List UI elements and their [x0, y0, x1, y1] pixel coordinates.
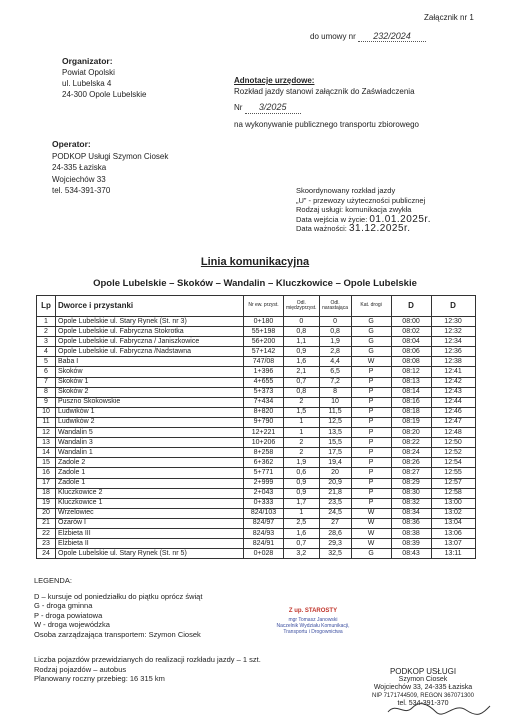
cell-cum: 32,5 [319, 549, 351, 559]
table-row [37, 448, 476, 458]
cell-d1: 08:29 [391, 478, 431, 488]
stamp-line: Naczelnik Wydziału Komunikacji, [276, 623, 350, 629]
cell-nr: 56+200 [244, 337, 284, 347]
table-row [37, 407, 476, 417]
cell-d2: 13:11 [431, 549, 475, 559]
cell-dist: 0,8 [284, 327, 320, 337]
cell-stop: Zadole 1 [56, 478, 244, 488]
legend-item: D – kursuje od poniedziałku do piątku oprócz świąt [34, 591, 203, 601]
annotation-nr [234, 102, 419, 114]
table-row [37, 428, 476, 438]
cell-stop: Elżbieta III [56, 528, 244, 538]
cell-lp: 13 [37, 438, 56, 448]
cell-stop: Puszno Skokowskie [56, 397, 244, 407]
cell-d2: 12:54 [431, 458, 475, 468]
timetable [36, 295, 476, 559]
table-row [37, 357, 476, 367]
cell-cum: 20,9 [319, 478, 351, 488]
cell-road: G [351, 327, 391, 337]
footer-line: Liczba pojazdów przewidzianych do realizacji rozkładu jazdy – 1 szt. [34, 655, 261, 664]
cell-d2: 12:57 [431, 478, 475, 488]
operator-block [52, 139, 168, 197]
table-row [37, 478, 476, 488]
table-row [37, 539, 476, 549]
cell-stop: Kluczkowice 1 [56, 498, 244, 508]
cell-road: P [351, 407, 391, 417]
cell-stop: Wrzelowiec [56, 508, 244, 518]
cell-road: W [351, 357, 391, 367]
cell-d1: 08:27 [391, 468, 431, 478]
cell-cum: 0 [319, 317, 351, 327]
cell-cum: 13,5 [319, 428, 351, 438]
signature-icon [384, 700, 494, 718]
legend-item: Osoba zarządzająca transportem: Szymon Ciosek [34, 629, 201, 639]
cell-cum: 15,5 [319, 438, 351, 448]
cell-lp: 1 [37, 317, 56, 327]
cell-lp: 6 [37, 367, 56, 377]
route-name: Opole Lubelskie – Skoków – Wandalin – Kluczkowice – Opole Lubelskie [93, 278, 417, 289]
cell-lp: 21 [37, 518, 56, 528]
cell-d2: 13:04 [431, 518, 475, 528]
footer-line: Rodzaj pojazdów – autobus [34, 664, 127, 674]
cell-d1: 08:20 [391, 428, 431, 438]
cell-d1: 08:22 [391, 438, 431, 448]
cell-stop: Baba I [56, 357, 244, 367]
cell-cum: 19,4 [319, 458, 351, 468]
cell-nr: 5+771 [244, 468, 284, 478]
cell-d2: 12:38 [431, 357, 475, 367]
cell-dist: 0,9 [284, 478, 320, 488]
valid-to [296, 224, 431, 234]
contract-prefix: do umowy nr [310, 32, 356, 41]
header-stop: Dworce i przystanki [56, 296, 244, 317]
stamp-line: Z up. STAROSTY [288, 608, 338, 614]
stamp-line: Transportu i Drogownictwa [283, 629, 343, 635]
table-row [37, 387, 476, 397]
cell-road: P [351, 458, 391, 468]
cell-d1: 08:30 [391, 488, 431, 498]
cell-d2: 12:50 [431, 438, 475, 448]
cell-dist: 1 [284, 428, 320, 438]
document-title: Linia komunikacyjna [200, 256, 310, 268]
cell-d1: 08:00 [391, 317, 431, 327]
cell-lp: 24 [37, 549, 56, 559]
annotation-heading: Adnotacje urzędowe: [234, 76, 315, 85]
stamp-line: mgr Tomasz Janowski [288, 617, 338, 623]
cell-lp: 14 [37, 448, 56, 458]
coordination-block [296, 186, 431, 234]
cell-lp: 22 [37, 528, 56, 538]
cell-d2: 12:34 [431, 337, 475, 347]
cell-lp: 2 [37, 327, 56, 337]
organizer-heading: Organizator: [62, 56, 113, 66]
cell-dist: 2 [284, 438, 320, 448]
cell-nr: 10+206 [244, 438, 284, 448]
table-row [37, 347, 476, 357]
coord-line: Rodzaj usługi: komunikacja zwykła [296, 205, 412, 215]
cell-road: P [351, 438, 391, 448]
cell-cum: 6,5 [319, 367, 351, 377]
cell-nr: 747/08 [244, 357, 284, 367]
cell-stop: Zadole 1 [56, 468, 244, 478]
coord-line: „U” - przewozy użyteczności publicznej [296, 195, 426, 205]
table-row [37, 377, 476, 387]
cell-dist: 1,5 [284, 407, 320, 417]
cell-d1: 08:26 [391, 458, 431, 468]
cell-nr: 1+396 [244, 367, 284, 377]
cell-stop: Ożarów I [56, 518, 244, 528]
cell-road: W [351, 539, 391, 549]
cell-road: G [351, 347, 391, 357]
cell-dist: 1,6 [284, 528, 320, 538]
header-d1: D [391, 296, 431, 317]
cell-nr: 824/93 [244, 528, 284, 538]
cell-nr: 7+434 [244, 397, 284, 407]
cell-dist: 0,9 [284, 347, 320, 357]
legend-item: P - droga powiatowa [34, 610, 103, 620]
cell-d1: 08:16 [391, 397, 431, 407]
cell-road: P [351, 367, 391, 377]
cell-road: P [351, 478, 391, 488]
cell-d1: 08:38 [391, 528, 431, 538]
organizer-line: Powiat Opolski [62, 68, 115, 77]
cell-dist: 3,2 [284, 549, 320, 559]
table-row [37, 458, 476, 468]
cell-nr: 0+028 [244, 549, 284, 559]
cell-dist: 2,5 [284, 518, 320, 528]
table-header-row [37, 296, 476, 317]
stamp-line: Szymon Ciosek [398, 676, 448, 683]
cell-dist: 2 [284, 397, 320, 407]
cell-nr: 9+790 [244, 417, 284, 427]
table-row [37, 528, 476, 538]
cell-road: W [351, 528, 391, 538]
operator-heading: Operator: [52, 139, 91, 149]
table-row [37, 397, 476, 407]
cell-d1: 08:12 [391, 367, 431, 377]
cell-d2: 12:36 [431, 347, 475, 357]
cell-stop: Opole Lubelskie ul. Fabryczna /Nadstawna [56, 347, 244, 357]
cell-stop: Opole Lubelskie ul. Fabryczna Stokrotka [56, 327, 244, 337]
cell-lp: 8 [37, 387, 56, 397]
cell-nr: 2+999 [244, 478, 284, 488]
cell-d1: 08:43 [391, 549, 431, 559]
cell-dist: 0 [284, 317, 320, 327]
header-road: Kat. drogi [351, 296, 391, 317]
cell-lp: 12 [37, 428, 56, 438]
cell-lp: 5 [37, 357, 56, 367]
table-row [37, 508, 476, 518]
cell-lp: 9 [37, 397, 56, 407]
operator-line: Wojciechów 33 [52, 174, 106, 184]
cell-road: P [351, 498, 391, 508]
cell-road: W [351, 508, 391, 518]
cell-d1: 08:13 [391, 377, 431, 387]
coord-line: Skoordynowany rozkład jazdy [296, 186, 396, 195]
cell-nr: 0+180 [244, 317, 284, 327]
cell-stop: Ludwików 2 [56, 417, 244, 427]
cell-lp: 15 [37, 458, 56, 468]
cell-road: G [351, 549, 391, 559]
cell-road: P [351, 488, 391, 498]
cell-d1: 08:06 [391, 347, 431, 357]
cell-cum: 20 [319, 468, 351, 478]
table-row [37, 488, 476, 498]
legend [34, 576, 202, 640]
cell-nr: 824/103 [244, 508, 284, 518]
stamp-line: NIP 7171744509, REGON 367071300 [372, 693, 474, 699]
cell-road: P [351, 428, 391, 438]
cell-d2: 12:55 [431, 468, 475, 478]
annotation-nr-prefix: Nr [234, 103, 243, 112]
header-dist: Odl. międzyprzyst. [284, 296, 320, 317]
cell-nr: 8+820 [244, 407, 284, 417]
valid-from-date: 01.01.2025r. [369, 213, 431, 225]
cell-road: P [351, 397, 391, 407]
cell-d2: 12:42 [431, 377, 475, 387]
cell-nr: 824/97 [244, 518, 284, 528]
organizer-line: 24-300 Opole Lubelskie [62, 90, 147, 99]
cell-stop: Ludwików 1 [56, 407, 244, 417]
cell-dist: 1,6 [284, 357, 320, 367]
cell-d2: 12:41 [431, 367, 475, 377]
cell-nr: 8+258 [244, 448, 284, 458]
cell-lp: 4 [37, 347, 56, 357]
cell-d2: 13:06 [431, 528, 475, 538]
cell-dist: 0,7 [284, 539, 320, 549]
cell-d2: 12:44 [431, 397, 475, 407]
cell-cum: 21,8 [319, 488, 351, 498]
operator-line: 24-335 Łaziska [52, 163, 107, 173]
attachment-label: Załącznik nr 1 [424, 13, 474, 22]
official-stamp [264, 608, 362, 658]
cell-cum: 7,2 [319, 377, 351, 387]
cell-d2: 12:46 [431, 407, 475, 417]
cell-nr: 5+373 [244, 387, 284, 397]
table-row [37, 549, 476, 559]
operator-line: PODKOP Usługi Szymon Ciosek [52, 151, 169, 161]
table-row [37, 417, 476, 427]
header-cum: Odl. narastająca [319, 296, 351, 317]
cell-stop: Opole Lubelskie ul. Fabryczna / Janiszkowice [56, 337, 244, 347]
contract-number [310, 31, 426, 42]
cell-stop: Kluczkowice 2 [56, 488, 244, 498]
footer-notes [34, 655, 261, 684]
table-row [37, 438, 476, 448]
cell-stop: Opole Lubelskie ul. Stary Rynek (St. nr 5) [56, 549, 244, 559]
cell-stop: Wandalin 5 [56, 428, 244, 438]
footer-line: Planowany roczny przebieg: 16 315 km [34, 674, 165, 684]
cell-dist: 0,7 [284, 377, 320, 387]
cell-stop: Skoków 2 [56, 387, 244, 397]
cell-nr: 57+142 [244, 347, 284, 357]
cell-dist: 1 [284, 417, 320, 427]
cell-d1: 08:02 [391, 327, 431, 337]
valid-to-date: 31.12.2025r. [348, 223, 411, 235]
contract-number-value: 232/2024 [358, 31, 426, 42]
cell-d1: 08:36 [391, 518, 431, 528]
cell-d1: 08:32 [391, 498, 431, 508]
cell-stop: Wandalin 1 [56, 448, 244, 458]
cell-d2: 12:32 [431, 327, 475, 337]
table-row [37, 468, 476, 478]
annotation-nr-value: 3/2025 [245, 102, 301, 114]
cell-d1: 08:04 [391, 337, 431, 347]
cell-road: G [351, 317, 391, 327]
cell-stop: Skoków [56, 367, 244, 377]
cell-lp: 18 [37, 488, 56, 498]
cell-d2: 12:52 [431, 448, 475, 458]
header-nr: Nr ew. przyst. [244, 296, 284, 317]
cell-d1: 08:18 [391, 407, 431, 417]
table-row [37, 518, 476, 528]
valid-from-label: Data wejścia w życie: [296, 214, 368, 224]
cell-cum: 28,6 [319, 528, 351, 538]
cell-lp: 3 [37, 337, 56, 347]
cell-lp: 10 [37, 407, 56, 417]
cell-d2: 12:48 [431, 428, 475, 438]
stamp-line: Wojciechów 33, 24-335 Łaziska [373, 684, 473, 691]
cell-cum: 4,4 [319, 357, 351, 367]
valid-to-label: Data ważności: [296, 224, 347, 234]
organizer-block [62, 56, 147, 100]
cell-lp: 17 [37, 478, 56, 488]
cell-road: P [351, 417, 391, 427]
cell-cum: 2,8 [319, 347, 351, 357]
annotation-line: na wykonywanie publicznego transportu zbiorowego [234, 120, 419, 129]
cell-nr: 824/91 [244, 539, 284, 549]
cell-dist: 1 [284, 508, 320, 518]
cell-dist: 0,9 [284, 488, 320, 498]
cell-cum: 12,5 [319, 417, 351, 427]
cell-d2: 12:43 [431, 387, 475, 397]
cell-nr: 0+333 [244, 498, 284, 508]
header-d2: D [431, 296, 475, 317]
cell-road: W [351, 518, 391, 528]
stamp-line: tel. 534-391-370 [397, 700, 449, 707]
cell-d1: 08:08 [391, 357, 431, 367]
cell-lp: 23 [37, 539, 56, 549]
cell-stop: Zadole 2 [56, 458, 244, 468]
cell-d1: 08:24 [391, 448, 431, 458]
annotation-block [234, 75, 419, 130]
cell-lp: 19 [37, 498, 56, 508]
cell-stop: Opole Lubelskie ul. Stary Rynek (St. nr 3) [56, 317, 244, 327]
header-lp: Lp [37, 296, 56, 317]
cell-cum: 27 [319, 518, 351, 528]
cell-d2: 13:02 [431, 508, 475, 518]
cell-stop: Wandalin 3 [56, 438, 244, 448]
cell-d1: 08:19 [391, 417, 431, 427]
cell-lp: 20 [37, 508, 56, 518]
cell-cum: 29,3 [319, 539, 351, 549]
cell-dist: 0,8 [284, 387, 320, 397]
cell-cum: 1,9 [319, 337, 351, 347]
table-row [37, 498, 476, 508]
operator-line: tel. 534-391-370 [52, 186, 111, 196]
cell-dist: 2 [284, 448, 320, 458]
organizer-line: ul. Lubelska 4 [62, 79, 112, 88]
cell-road: P [351, 468, 391, 478]
cell-cum: 24,5 [319, 508, 351, 518]
cell-d2: 12:30 [431, 317, 475, 327]
table-row [37, 327, 476, 337]
cell-road: P [351, 448, 391, 458]
cell-cum: 17,5 [319, 448, 351, 458]
legend-item: G - droga gminna [34, 601, 93, 611]
cell-road: P [351, 377, 391, 387]
cell-dist: 0,6 [284, 468, 320, 478]
legend-item: W - droga wojewódzka [34, 620, 110, 630]
cell-dist: 1,7 [284, 498, 320, 508]
cell-nr: 55+198 [244, 327, 284, 337]
cell-lp: 7 [37, 377, 56, 387]
legend-heading: LEGENDA: [34, 576, 72, 585]
cell-nr: 4+655 [244, 377, 284, 387]
cell-d1: 08:14 [391, 387, 431, 397]
table-row [37, 337, 476, 347]
cell-d2: 13:00 [431, 498, 475, 508]
cell-cum: 0,8 [319, 327, 351, 337]
stamp-line: PODKOP USŁUGI [389, 667, 457, 676]
cell-cum: 10 [319, 397, 351, 407]
cell-nr: 2+043 [244, 488, 284, 498]
cell-stop: Skoków 1 [56, 377, 244, 387]
cell-stop: Elżbieta II [56, 539, 244, 549]
annotation-line: Rozkład jazdy stanowi załącznik do Zaświadczenia [234, 87, 415, 96]
cell-d1: 08:39 [391, 539, 431, 549]
cell-d2: 12:47 [431, 417, 475, 427]
cell-road: P [351, 387, 391, 397]
cell-cum: 11,5 [319, 407, 351, 417]
cell-nr: 6+362 [244, 458, 284, 468]
cell-dist: 1,9 [284, 458, 320, 468]
cell-cum: 8 [319, 387, 351, 397]
table-row [37, 367, 476, 377]
cell-d2: 12:58 [431, 488, 475, 498]
cell-d1: 08:34 [391, 508, 431, 518]
cell-nr: 12+221 [244, 428, 284, 438]
cell-lp: 16 [37, 468, 56, 478]
cell-lp: 11 [37, 417, 56, 427]
cell-d2: 13:07 [431, 539, 475, 549]
table-row [37, 317, 476, 327]
cell-road: G [351, 337, 391, 347]
cell-dist: 2,1 [284, 367, 320, 377]
cell-dist: 1,1 [284, 337, 320, 347]
cell-cum: 23,5 [319, 498, 351, 508]
